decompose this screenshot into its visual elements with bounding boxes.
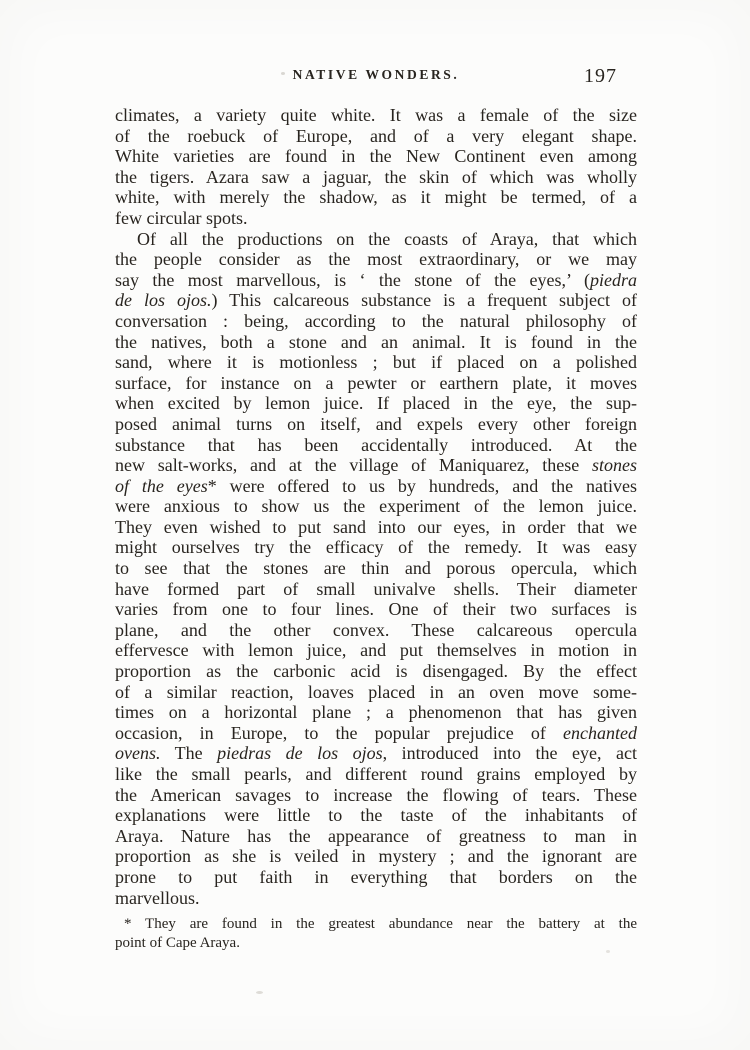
text-segment: white, with merely the shadow, as it might be termed, of a xyxy=(115,187,637,208)
text-segment: times on a horizontal plane ; a phenomenon that has given xyxy=(115,702,637,723)
page-header xyxy=(115,64,637,90)
text-segment: new salt-works, and at the village of Maniquarez, these xyxy=(115,455,592,476)
text-line xyxy=(115,537,637,558)
text-line xyxy=(115,599,637,620)
text-line xyxy=(115,517,637,538)
text-line xyxy=(115,208,637,229)
text-segment: White varieties are found in the New Continent even among xyxy=(115,146,637,167)
text-segment: , introduced into the eye, act xyxy=(382,743,637,764)
text-segment: the people consider as the most extraordinary, or we may xyxy=(115,249,637,270)
text-line xyxy=(115,826,637,847)
text-line xyxy=(115,846,637,867)
text-line xyxy=(115,496,637,517)
text-segment: ) This calcareous substance is a frequent subject of xyxy=(211,290,637,311)
text-line xyxy=(115,764,637,785)
text-line xyxy=(115,743,637,764)
text-segment: the natives, both a stone and an animal. It is found in the xyxy=(115,331,637,352)
text-line xyxy=(115,867,637,888)
text-line xyxy=(115,723,637,744)
text-segment: proportion as the carbonic acid is disengaged. By the effect xyxy=(115,661,637,682)
text-segment: have formed part of small univalve shells. Their diameter xyxy=(115,578,637,599)
text-segment: point of Cape Araya. xyxy=(115,935,240,952)
text-segment: might ourselves try the efficacy of the remedy. It was easy xyxy=(115,537,637,558)
text-segment: of the roebuck of Europe, and of a very elegant shape. xyxy=(115,125,637,146)
text-line xyxy=(115,455,637,476)
text-line xyxy=(115,249,637,270)
page-number: 197 xyxy=(584,65,617,87)
text-line xyxy=(115,682,637,703)
running-title: NATIVE WONDERS. xyxy=(292,67,460,82)
text-line xyxy=(115,934,637,953)
text-segment: like the small pearls, and different round grains employed by xyxy=(115,764,637,784)
text-segment: plane, and the other convex. These calcareous opercula xyxy=(115,619,637,640)
paragraph xyxy=(115,915,637,953)
text-block xyxy=(115,64,637,953)
text-segment: They even wished to put sand into our eyes, in order that we xyxy=(115,516,637,537)
text-line xyxy=(115,187,637,208)
text-line xyxy=(115,146,637,167)
text-segment: substance that has been accidentally introduced. At the xyxy=(115,434,637,455)
text-line xyxy=(115,702,637,723)
paragraph xyxy=(115,105,637,229)
footnote xyxy=(115,915,637,953)
text-segment: prone to put faith in everything that borders on the xyxy=(115,866,637,887)
text-segment: say the most marvellous, is ‘ the stone of the eyes,’ ( xyxy=(115,269,590,290)
text-segment: climates, a variety quite white. It was a female of the size xyxy=(115,105,637,125)
text-segment: explanations were little to the taste of the inhabitants of xyxy=(115,805,637,826)
text-segment: * They are found in the greatest abundance near the battery at the xyxy=(124,916,637,933)
text-segment: * were offered to us by hundreds, and the natives xyxy=(207,475,637,496)
scan-speck xyxy=(281,72,285,75)
text-segment: varies from one to four lines. One of their two surfaces is xyxy=(115,599,637,620)
text-segment: conversation : being, according to the natural philosophy of xyxy=(115,310,637,331)
italic-text: of the eyes xyxy=(115,475,208,496)
text-segment: few circular spots. xyxy=(115,207,248,228)
text-line xyxy=(115,414,637,435)
text-segment: posed animal turns on itself, and expels every other foreign xyxy=(115,413,637,434)
text-line xyxy=(115,311,637,332)
text-line xyxy=(115,620,637,641)
text-line xyxy=(115,393,637,414)
text-line xyxy=(115,126,637,147)
text-line xyxy=(115,558,637,579)
text-segment: occasion, in Europe, to the popular prejudice of xyxy=(115,722,564,743)
italic-text: ovens. xyxy=(115,743,161,764)
scan-speck xyxy=(606,950,610,953)
text-line xyxy=(115,888,637,909)
text-segment: the American savages to increase the flowing of tears. These xyxy=(115,784,637,805)
text-segment: of a similar reaction, loaves placed in an oven move some- xyxy=(115,681,637,702)
text-segment: marvellous. xyxy=(115,887,200,908)
text-segment: the tigers. Azara saw a jaguar, the skin of which was wholly xyxy=(115,166,637,187)
text-segment: The xyxy=(160,743,218,764)
text-line xyxy=(115,270,637,291)
text-line xyxy=(115,915,637,934)
text-segment: Of all the productions on the coasts of Araya, that which xyxy=(137,228,637,249)
text-line xyxy=(115,105,637,126)
text-line xyxy=(115,229,637,250)
text-line xyxy=(115,373,637,394)
scan-speck xyxy=(256,991,263,994)
text-line xyxy=(115,352,637,373)
text-segment: sand, where it is motionless ; but if placed on a polished xyxy=(115,352,637,373)
text-line xyxy=(115,476,637,497)
text-line xyxy=(115,805,637,826)
text-segment: were anxious to show us the experiment of the lemon juice. xyxy=(115,496,637,517)
paragraph xyxy=(115,229,637,909)
italic-text: stones xyxy=(592,455,637,476)
text-line xyxy=(115,785,637,806)
text-line xyxy=(115,290,637,311)
text-segment: Araya. Nature has the appearance of greatness to man in xyxy=(115,825,637,846)
italic-text: enchanted xyxy=(563,722,637,743)
body-text xyxy=(115,105,637,908)
italic-text: de los ojos. xyxy=(115,290,212,311)
text-line xyxy=(115,167,637,188)
text-segment: effervesce with lemon juice, and put themselves in motion in xyxy=(115,640,637,661)
text-segment: surface, for instance on a pewter or earthern plate, it moves xyxy=(115,372,637,393)
italic-text: piedra xyxy=(590,269,637,290)
text-line xyxy=(115,435,637,456)
text-segment: to see that the stones are thin and porous opercula, which xyxy=(115,558,637,579)
text-line xyxy=(115,640,637,661)
text-line xyxy=(115,661,637,682)
text-segment: when excited by lemon juice. If placed in the eye, the sup- xyxy=(115,393,637,414)
text-line xyxy=(115,332,637,353)
text-line xyxy=(115,579,637,600)
text-segment: proportion as she is veiled in mystery ; and the ignorant are xyxy=(115,846,637,867)
italic-text: piedras de los ojos xyxy=(217,743,383,764)
